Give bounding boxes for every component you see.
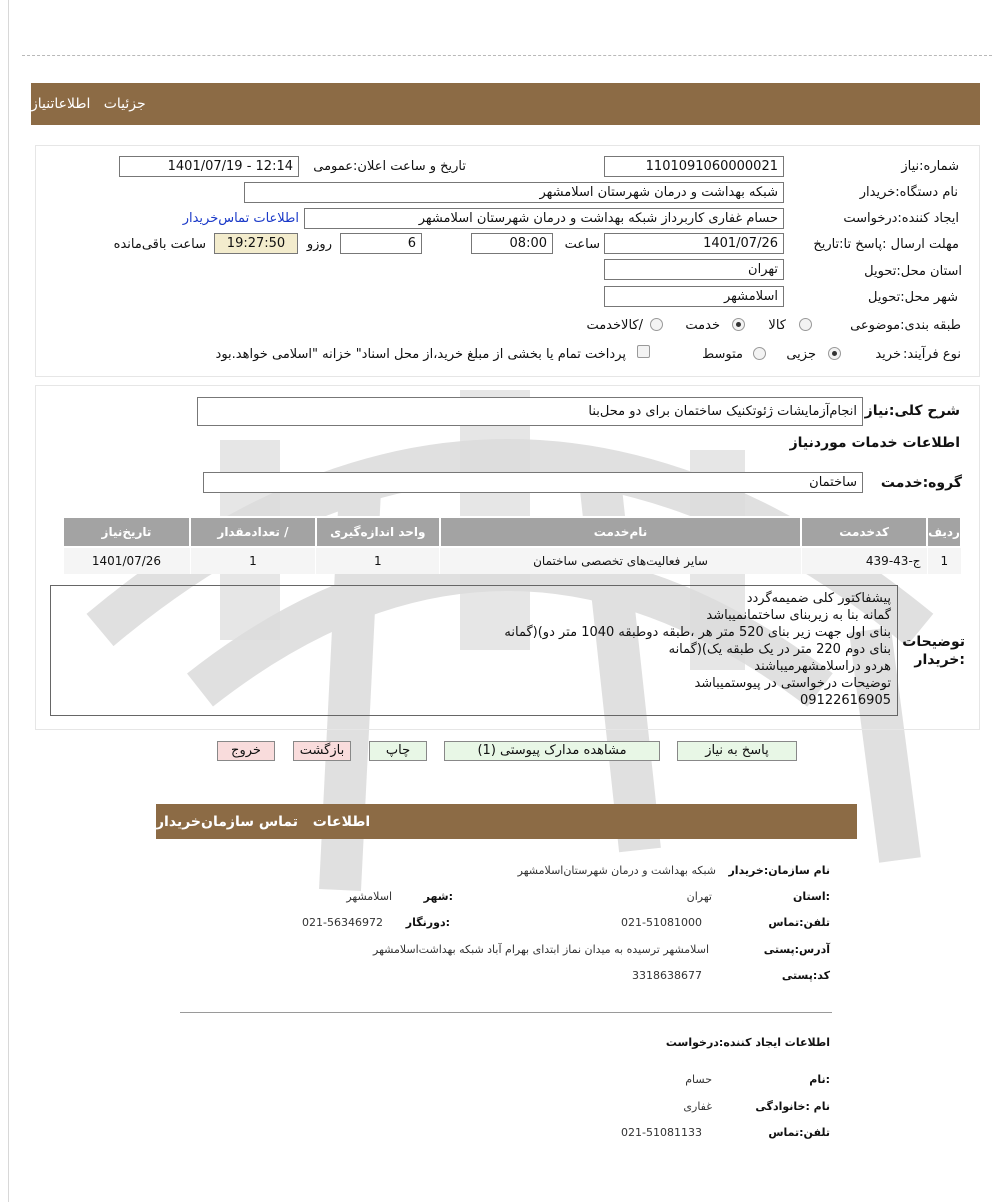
header-bar: [31, 83, 980, 125]
buyer-org-label: نام دستگاه:خریدار: [859, 185, 958, 200]
contact-org-value: شبکه بهداشت و درمان شهرستان‌اسلامشهر: [517, 864, 716, 877]
days-label: روزو: [306, 237, 332, 252]
category-option-goods: کالا: [768, 318, 786, 333]
category-option-goods-service: /کالاخدمت: [586, 318, 643, 333]
reply-button[interactable]: پاسخ به نیاز: [677, 741, 797, 761]
top-dashed-divider: [22, 55, 992, 56]
cell-unit: 1: [316, 547, 440, 574]
creator-phone-value: 021-51081133: [621, 1126, 702, 1139]
cell-service-code: ج-43-439: [801, 547, 927, 574]
buyer-notes-line: پیشفاکتور کلی ضمیمه‌گردد: [746, 591, 891, 606]
category-radio-service[interactable]: [732, 318, 745, 331]
contact-fax-value: 021-56346972: [302, 916, 383, 929]
process-radio-medium[interactable]: [753, 347, 766, 360]
remaining-time-field: 19:27:50: [214, 233, 298, 254]
process-type: خرید: [875, 347, 901, 362]
creator-label: ایجاد کننده:درخواست: [843, 211, 959, 226]
creator-section-title: اطلاعات ایجاد کننده:درخواست: [665, 1036, 830, 1049]
days-field[interactable]: 6: [340, 233, 422, 254]
announce-label: تاریخ و ساعت اعلان:عمومی: [313, 159, 466, 174]
treasury-checkbox[interactable]: [637, 345, 650, 358]
process-option-minor: جزیی: [786, 347, 816, 362]
col-row-number: ردیف: [927, 517, 961, 547]
contact-province-value: تهران: [686, 890, 712, 903]
service-group-field[interactable]: ساختمان: [203, 472, 863, 493]
col-quantity: / تعدادمقدار: [190, 517, 316, 547]
table-row: [63, 547, 961, 574]
creator-field[interactable]: حسام غفاری کاربرداز شبکه بهداشت و درمان شهرستان اسلامشهر: [304, 208, 784, 229]
category-radio-goods-service[interactable]: [650, 318, 663, 331]
exit-button[interactable]: خروج: [217, 741, 275, 761]
contact-org-label: نام سازمان:خریدار: [728, 864, 830, 877]
contact-postal-value: 3318638677: [632, 969, 702, 982]
buyer-notes-line: 09122616905: [800, 693, 891, 708]
time-label: ساعت: [564, 237, 600, 252]
contact-section-title: اطلاعات تماس سازمان‌خریدار: [156, 813, 371, 830]
buyer-contact-link[interactable]: اطلاعات تماس‌خریدار: [182, 211, 299, 226]
process-label: نوع فرآیند:: [903, 347, 961, 362]
services-table-header: [63, 517, 961, 547]
city-field[interactable]: اسلامشهر: [604, 286, 784, 307]
category-radio-goods[interactable]: [799, 318, 812, 331]
province-field[interactable]: تهران: [604, 259, 784, 280]
service-group-label: گروه:خدمت: [880, 475, 962, 491]
contact-phone-label: تلفن:تماس: [768, 916, 830, 929]
contact-city-value: اسلامشهر: [346, 890, 392, 903]
services-title: اطلاعات خدمات موردنیاز: [789, 435, 960, 451]
contact-province-label: :استان: [793, 890, 830, 903]
announce-field[interactable]: 1401/07/19 - 12:14: [119, 156, 299, 177]
contact-address-value: اسلامشهر ترسیده به میدان نماز ابتدای بهرام آباد شبکه بهداشت‌اسلامشهر: [373, 943, 709, 956]
deadline-label: مهلت ارسال :پاسخ تا:تاریخ: [813, 237, 959, 252]
cell-quantity: 1: [190, 547, 316, 574]
need-number-label: شماره:نیاز: [901, 159, 959, 174]
buyer-notes-label: توضیحات :خریدار: [902, 634, 965, 668]
left-border-line: [8, 0, 9, 1202]
buyer-notes-box[interactable]: [50, 585, 898, 716]
buyer-notes-line: توضیحات درخواستی در پیوستمیباشد: [694, 676, 891, 691]
print-button[interactable]: چاپ: [369, 741, 427, 761]
province-label: استان محل:تحویل: [864, 264, 962, 279]
back-button[interactable]: بازگشت: [293, 741, 351, 761]
need-number-field[interactable]: 1101091060000021: [604, 156, 784, 177]
contact-address-label: آدرس:پستی: [763, 943, 830, 956]
creator-name-value: حسام: [685, 1073, 712, 1086]
col-unit: واحد اندازه‌گیری: [316, 517, 440, 547]
contact-divider: [180, 1012, 832, 1013]
creator-family-label: نام :خانوادگی: [755, 1100, 830, 1113]
contact-postal-label: کد:پستی: [781, 969, 830, 982]
category-label: طبقه بندی:موضوعی: [850, 318, 961, 333]
cell-row-number: 1: [927, 547, 961, 574]
col-service-name: نام‌خدمت: [440, 517, 801, 547]
deadline-date-field[interactable]: 1401/07/26: [604, 233, 784, 254]
city-label: شهر محل:تحویل: [868, 290, 958, 305]
header-title: جزئیات اطلاعاتنیاز: [31, 96, 146, 112]
category-option-service: خدمت: [685, 318, 720, 333]
view-attachments-button[interactable]: مشاهده مدارک پیوستی (1): [444, 741, 660, 761]
process-radio-minor[interactable]: [828, 347, 841, 360]
contact-fax-label: :دورنگار: [405, 916, 450, 929]
buyer-notes-line: هردو دراسلامشهرمیباشند: [754, 659, 891, 674]
cell-service-name: سایر فعالیت‌های تخصصی ساختمان: [440, 547, 801, 574]
process-option-medium: متوسط: [702, 347, 743, 362]
creator-phone-label: تلفن:تماس: [768, 1126, 830, 1139]
buyer-notes-line: بنای اول جهت زیر بنای 520 متر هر ،طبقه دوطبقه 1040 متر دو)(گمانه: [504, 625, 891, 640]
cell-need-date: 1401/07/26: [63, 547, 190, 574]
creator-family-value: غفاری: [683, 1100, 712, 1113]
need-details-panel: [35, 145, 980, 377]
col-service-code: کدخدمت: [801, 517, 927, 547]
treasury-note: پرداخت تمام یا بخشی از مبلغ خرید،از محل اسناد" خزانه "اسلامی خواهد.بود: [215, 347, 626, 362]
col-need-date: تاریخ‌نیاز: [63, 517, 190, 547]
buyer-org-field[interactable]: شبکه بهداشت و درمان شهرستان اسلامشهر: [244, 182, 784, 203]
general-description-label: شرح کلی:نیاز: [864, 403, 960, 419]
services-table: [62, 516, 962, 574]
remaining-label: ساعت باقی‌مانده: [113, 237, 206, 252]
contact-section-bar: [156, 804, 857, 839]
contact-phone-value: 021-51081000: [621, 916, 702, 929]
general-description-field[interactable]: انجام‌آزمایشات ژئوتکنیک ساختمان برای دو محل‌بنا: [197, 397, 863, 426]
buyer-notes-line: گمانه بنا به زیربنای ساختمانمیباشد: [706, 608, 891, 623]
buyer-notes-line: بنای دوم 220 متر در یک طبقه یک)(گمانه: [668, 642, 891, 657]
contact-city-label: :شهر: [423, 890, 453, 903]
creator-name-label: :نام: [809, 1073, 830, 1086]
deadline-time-field[interactable]: 08:00: [471, 233, 553, 254]
